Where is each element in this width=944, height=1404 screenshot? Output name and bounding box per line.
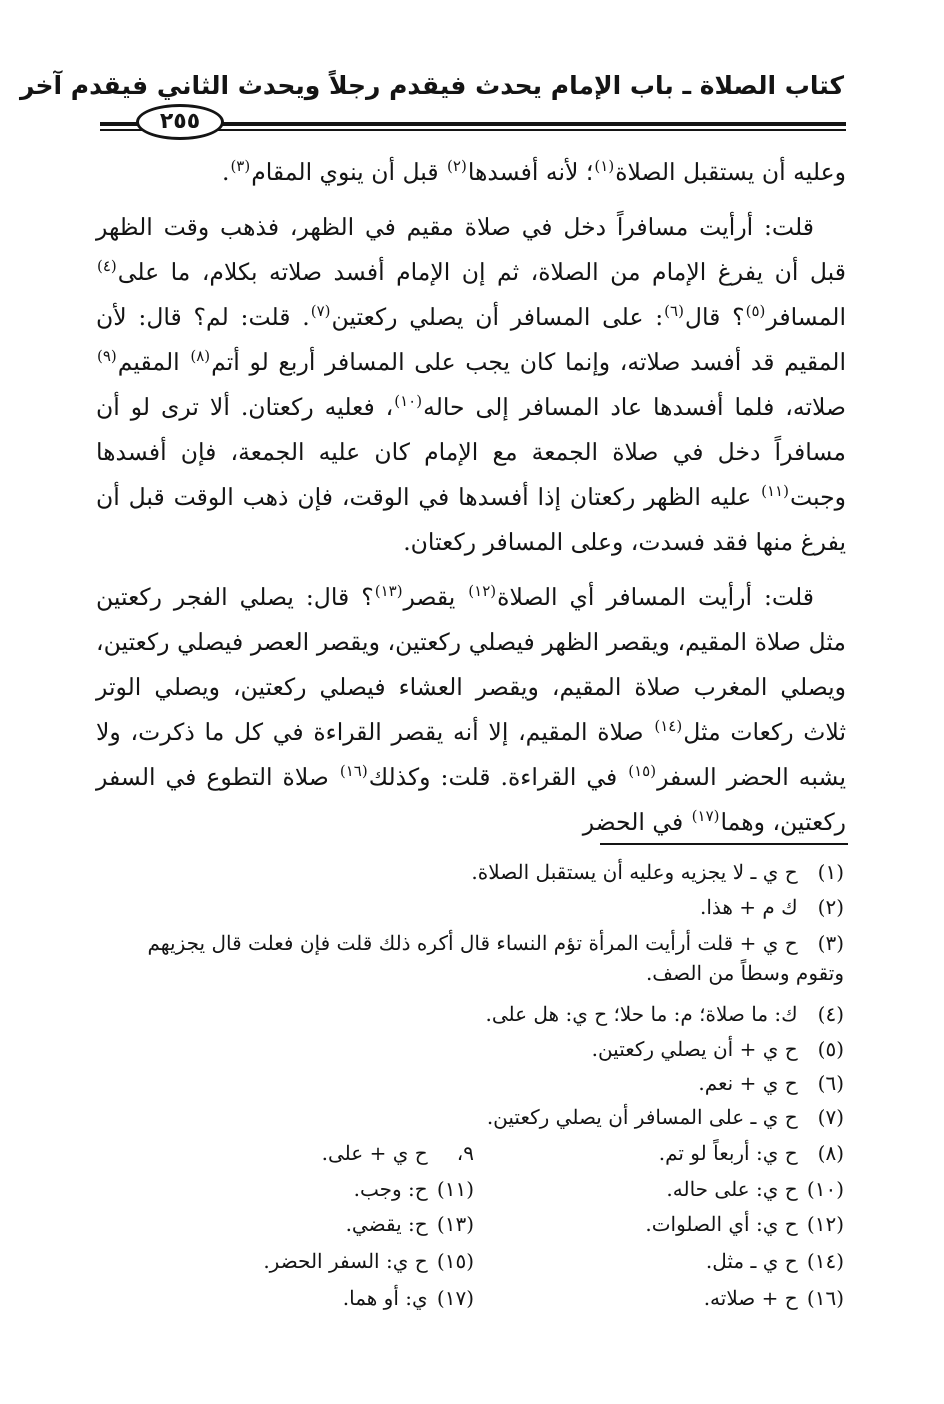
paragraph-1 (96, 150, 846, 195)
footnote-text: ح ي: أي الصلوات. (645, 1212, 798, 1236)
footnote-ref[interactable]: (١١) (761, 482, 789, 501)
footnote-item (346, 1210, 474, 1238)
footnote-text: ح ي: على حاله. (666, 1177, 798, 1201)
text-run: ؟ قال (684, 303, 745, 331)
footnote-number: (١٧) (436, 1286, 474, 1310)
footnote-text: ح ي: السفر الحضر. (263, 1249, 428, 1273)
footnote-item (659, 1139, 844, 1167)
text-run: في الحضر (582, 808, 691, 836)
footnote-ref[interactable]: (٤) (97, 257, 117, 276)
footnote-text: ح ي + نعم. (698, 1071, 798, 1095)
footnote-text: ح: وجب. (353, 1177, 428, 1201)
footnote-item (263, 1247, 474, 1275)
footnote-item (706, 1247, 844, 1275)
text-run: : على المسافر أن يصلي ركعتين (331, 303, 664, 331)
footnote-text: ح: يقضي. (345, 1212, 428, 1236)
footnote-item (343, 1284, 474, 1312)
footnote-ref[interactable]: (٦) (664, 302, 684, 321)
text-run: . قلت: لم؟ قال: لأن المقيم قد أفسد صلاته، وإنما كان يجب على المسافر أربع لو أتم (96, 303, 846, 376)
page-number: ٢٥٥ (136, 104, 224, 140)
footnote-item (487, 1103, 844, 1131)
text-run: قبل أن ينوي المقام (251, 158, 447, 186)
footnote-text: ح ي ـ لا يجزيه وعليه أن يستقبل الصلاة. (471, 860, 798, 884)
footnote-ref[interactable]: (٥) (745, 302, 766, 321)
footnote-number: (٧) (817, 1105, 844, 1129)
footnote-item (645, 1210, 844, 1238)
footnote-number: (٤) (817, 1002, 844, 1026)
paragraph-3 (96, 575, 846, 845)
footnote-number: (١٢) (806, 1212, 844, 1236)
footnote-text: ك: ما صلاة؛ م: ما حلا؛ ح ي: هل على. (485, 1002, 798, 1026)
footnote-number: (١٥) (436, 1249, 474, 1273)
text-run: قلت: أرأيت مسافراً دخل في صلاة مقيم في الظهر، فذهب وقت الظهر قبل أن يفرغ الإمام من الصلاة، ثم إن الإمام أفسد صلاته بكلام، ما على (96, 213, 846, 286)
text-run: المسافر (766, 303, 846, 331)
footnote-ref[interactable]: (١٣) (374, 582, 403, 601)
text-run: يقصر (403, 583, 468, 611)
text-run: ؟ قال: يصلي الفجر ركعتين مثل صلاة المقيم، ويقصر الظهر فيصلي ركعتين، ويقصر العصر فيصلي ركعتين، ويصلي المغرب صلاة المقيم، ويقصر العشاء فيصلي ركعتين، ويصلي الوتر ثلاث ركعات مثل (96, 583, 846, 746)
main-text (96, 150, 846, 845)
footnote-ref[interactable]: (٢) (447, 157, 467, 176)
footnote-ref[interactable]: (٩) (97, 347, 117, 366)
text-run: ، فعليه ركعتان. ألا ترى لو أن مسافراً دخل في صلاة الجمعة مع الإمام كان عليه الجمعة، فإن أفسدها وجبت (96, 393, 846, 511)
footnote-item (700, 893, 844, 921)
footnote-number: (٥) (817, 1037, 844, 1061)
text-run: صلاة التطوع في السفر ركعتين، وهما (96, 763, 846, 836)
footnote-number: (١٠) (806, 1177, 844, 1201)
footnote-item (698, 1069, 844, 1097)
footnote-item (592, 1035, 844, 1063)
text-run: صلاة المقيم، إلا أنه يقصر القراءة في كل ما ذكرت، ولا يشبه الحضر السفر (96, 718, 846, 791)
footnote-ref[interactable]: (١٥) (628, 762, 657, 781)
text-run: ؛ لأنه أفسدها (467, 158, 594, 186)
footnote-text: ح ي ـ مثل. (705, 1249, 798, 1273)
footnote-ref[interactable]: (٣) (230, 157, 251, 176)
text-run: قلت: أرأيت المسافر أي الصلاة (497, 583, 814, 611)
footnote-number: (١١) (436, 1177, 474, 1201)
footnote-number: (١) (817, 860, 844, 884)
footnote-ref[interactable]: (١٤) (654, 717, 683, 736)
footnote-text: ك م + هذا. (699, 895, 798, 919)
footnote-text: ي: أو هما. (342, 1286, 428, 1310)
footnote-number: (١٤) (806, 1249, 844, 1273)
footnote-item (322, 1139, 474, 1167)
footnote-number: (١٦) (806, 1286, 844, 1310)
footnote-text: ح ي: أربعاً لو تم. (658, 1141, 798, 1165)
footnote-item (354, 1175, 474, 1203)
footnote-number: (١٣) (436, 1212, 474, 1236)
paragraph-2 (96, 205, 846, 565)
footnote-ref[interactable]: (١٧) (691, 807, 720, 826)
footnote-item (666, 1175, 844, 1203)
text-run: عليه الظهر ركعتان إذا أفسدها في الوقت، فإن ذهب الوقت قبل أن يفرغ منها فقد فسدت، وعلى المسافر ركعتان. (96, 483, 846, 556)
footnote-number: (٨) (817, 1141, 844, 1165)
footnote-ref[interactable]: (٧) (310, 302, 331, 321)
text-run: المقيم (117, 348, 190, 376)
footnote-text: ح ي + أن يصلي ركعتين. (591, 1037, 798, 1061)
footnote-number: (٣) (817, 931, 844, 955)
footnote-number: ٩، (456, 1141, 474, 1165)
text-run: وعليه أن يستقبل الصلاة (615, 158, 846, 186)
footnote-ref[interactable]: (٨) (190, 347, 211, 366)
running-header-title: كتاب الصلاة ـ باب الإمام يحدث فيقدم رجلاً ويحدث الثاني فيقدم آخر (19, 71, 844, 100)
footnote-item (704, 1284, 844, 1312)
text-run: صلاته، فلما أفسدها عاد المسافر إلى حاله (423, 393, 846, 421)
text-run: . (221, 158, 230, 186)
footnote-item (485, 1000, 844, 1028)
footnote-ref[interactable]: (١٠) (394, 392, 423, 411)
text-run: في القراءة. قلت: وكذلك (368, 763, 628, 791)
footnote-text: ح ي + قلت أرأيت المرأة تؤم النساء قال أكره ذلك قلت فإن فعلت قال يجزيهم وتقوم وسطاً من الصف. (147, 931, 844, 985)
footnote-ref[interactable]: (١) (594, 157, 615, 176)
footnote-number: (٦) (817, 1071, 844, 1095)
footnote-text: ح ي ـ على المسافر أن يصلي ركعتين. (486, 1105, 798, 1129)
footnote-ref[interactable]: (١٦) (339, 762, 368, 781)
footnote-ref[interactable]: (١٢) (468, 582, 497, 601)
footnote-item (471, 858, 844, 886)
footnote-number: (٢) (817, 895, 844, 919)
footnote-text: ح ي + على. (321, 1141, 428, 1165)
footnote-text: ح + صلاته. (703, 1286, 798, 1310)
footnote-item (94, 928, 844, 988)
footnote-separator (600, 843, 848, 845)
